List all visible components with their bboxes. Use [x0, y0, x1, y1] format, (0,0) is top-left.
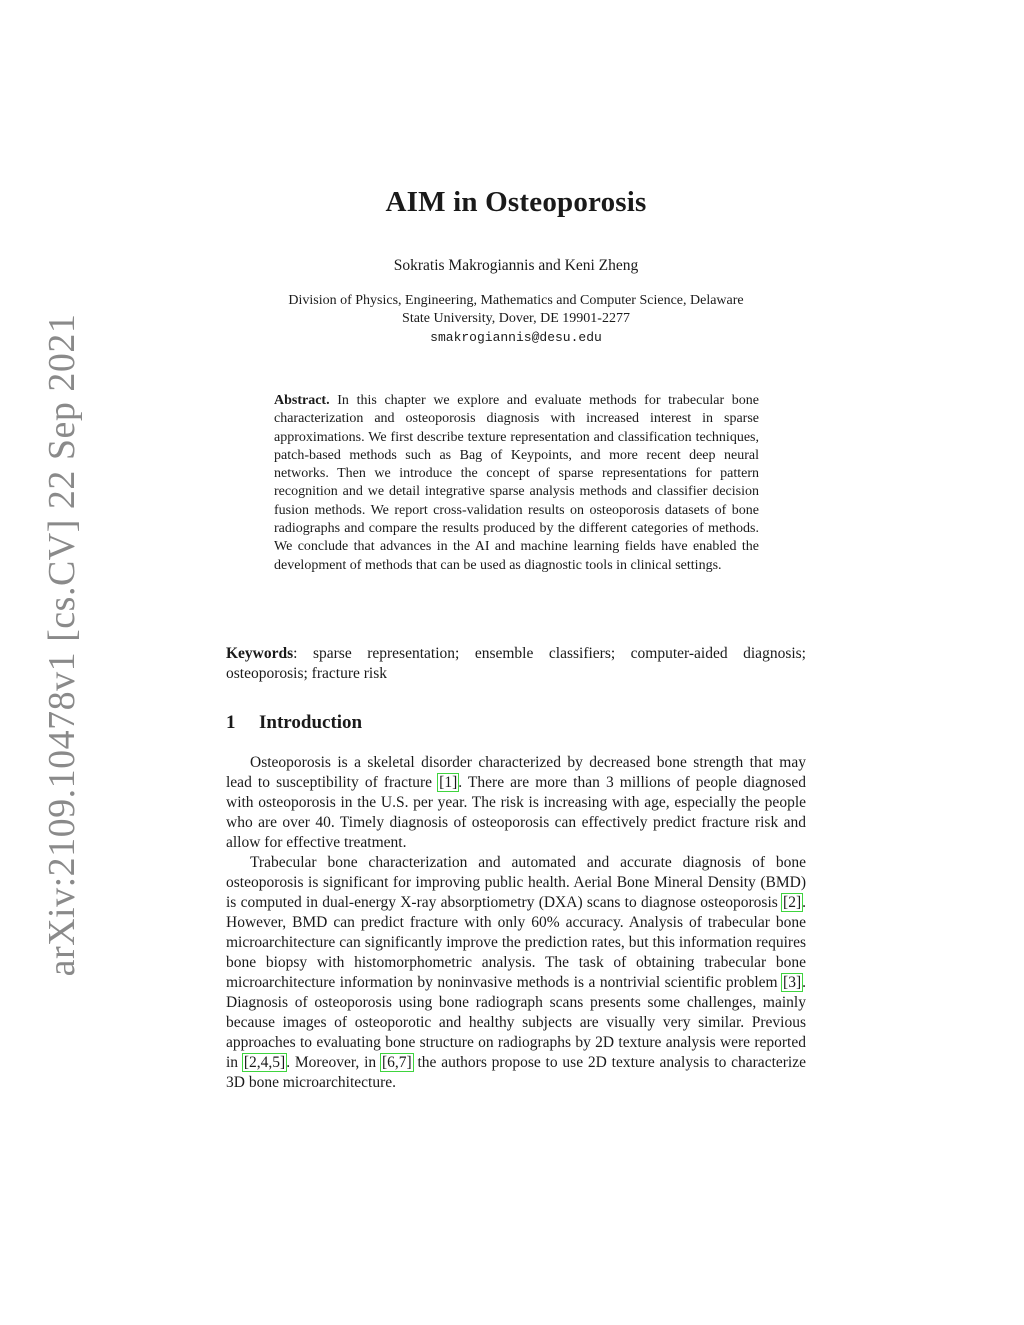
paragraph-text: . There are more than 3 millions of people diagnosed with osteoporosis in the U.S. per year. The risk is increasing with age, especially the people who are over 40. Timely diagnosis of osteoporosis can effectively predict fracture risk and allow for effective treatment. — [226, 774, 806, 851]
paragraph — [226, 853, 806, 1093]
author-email[interactable]: smakrogiannis@desu.edu — [430, 330, 602, 345]
citation-link[interactable]: [3] — [783, 974, 802, 991]
paragraph-text: . However, BMD can predict fracture with only 60% accuracy. Analysis of trabecular bone microarchitecture can significantly improve the prediction rates, but this information requires bone biopsy with histomorphometric analysis. The task of obtaining trabecular bone microarchitecture information by noninvasive methods is a nontrivial scientific problem — [226, 894, 806, 991]
paragraph-text: . Diagnosis of osteoporosis using bone radiograph scans presents some challenges, mainly because images of osteoporotic and healthy subjects are visually very similar. Previous approaches to evaluating bone structure on radiographs by 2D texture analysis were reported in — [226, 974, 806, 1071]
affiliation — [226, 292, 806, 328]
paragraph-text: the authors propose to use 2D texture analysis to characterize 3D bone microarchitecture. — [226, 1054, 806, 1091]
arxiv-identifier: arXiv:2109.10478v1 [cs.CV] 22 Sep 2021 — [41, 313, 83, 977]
abstract — [274, 392, 759, 575]
abstract-label: Abstract. — [274, 393, 330, 408]
paper-title: AIM in Osteoporosis — [385, 186, 647, 218]
keywords — [226, 644, 806, 684]
authors: Sokratis Makrogiannis and Keni Zheng — [393, 257, 639, 274]
paragraph — [226, 753, 806, 853]
paragraph-text: Trabecular bone characterization and automated and accurate diagnosis of bone osteoporosis is significant for improving public health. Aerial Bone Mineral Density (BMD) is computed in dual-energy X-ray absorptiometry (DXA) scans to diagnose osteoporosis — [226, 854, 806, 911]
section-heading — [226, 712, 806, 734]
keywords-text: : sparse representation; ensemble classifiers; computer-aided diagnosis; osteoporosis; fracture risk — [226, 645, 806, 682]
affiliation-line: Division of Physics, Engineering, Mathematics and Computer Science, Delaware — [288, 293, 744, 308]
citation-link[interactable]: [1] — [439, 774, 458, 791]
citation-link[interactable]: [2,4,5] — [243, 1054, 286, 1071]
citation-link[interactable]: [2] — [783, 894, 802, 911]
keywords-label: Keywords — [226, 645, 294, 662]
paragraph-text: Osteoporosis is a skeletal disorder characterized by decreased bone strength that may lead to susceptibility of fracture — [226, 754, 806, 791]
section-title: Introduction — [259, 712, 363, 733]
affiliation-line: State University, Dover, DE 19901-2277 — [402, 311, 630, 326]
citation-link[interactable]: [6,7] — [381, 1054, 412, 1071]
abstract-text: In this chapter we explore and evaluate methods for trabecular bone characterization and osteoporosis diagnosis with increased interest in sparse approximations. We first describe texture representation and classification techniques, patch-based methods such as Bag of Keypoints, and more recent deep neural networks. Then we introduce the concept of sparse representations for pattern recognition and we detail integrative sparse analysis methods and classifier decision fusion methods. We report cross-validation results on osteoporosis datasets of bone radiographs and compare the results produced by the different categories of methods. We conclude that advances in the AI and machine learning fields have enabled the development of methods that can be used as diagnostic tools in clinical settings. — [274, 393, 759, 573]
section-number: 1 — [226, 712, 236, 733]
paragraph-text: . Moreover, in — [286, 1054, 381, 1071]
introduction-body — [226, 753, 806, 1093]
